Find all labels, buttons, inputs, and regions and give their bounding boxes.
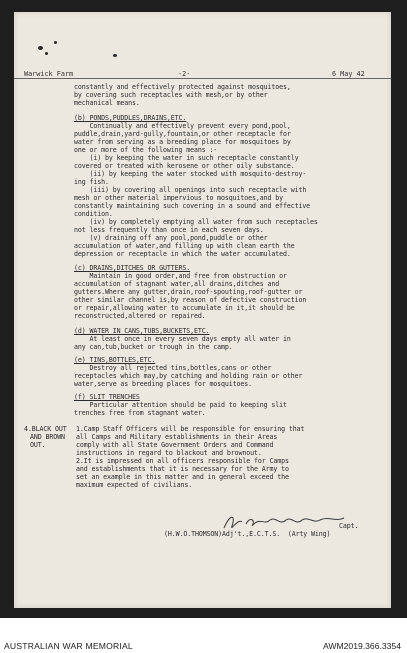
body-line: accumulation of stagnant water,all drains,ditches and (74, 280, 280, 288)
signature-rank: Capt. (339, 522, 359, 530)
side-heading-3: OUT. (30, 441, 46, 449)
body-line: water from serving as a breeding place for mosquitoes by (74, 138, 291, 146)
body-line: Continually and effectively prevent every pond,pool, (74, 122, 291, 130)
side-heading-1: 4.BLACK OUT (24, 425, 67, 433)
body-line: not less frequently than once in each seven days. (74, 226, 264, 234)
body-line: (i) by keeping the water in such receptacle constantly (74, 154, 299, 162)
archive-reference: AWM2019.366.3354 (322, 641, 401, 651)
body-line: mesh or other material impervious to mosquitoes,and by (74, 194, 283, 202)
side-heading-2: AND BROWN (30, 433, 65, 441)
body-line: constantly and effectively protected against mosquitoes, (74, 83, 291, 91)
body-line: puddle,drain,yard-gully,fountain,or other receptacle for (74, 130, 291, 138)
body-line: any can,tub,bucket or trough in the camp. (74, 343, 233, 351)
section-heading: (d) WATER IN CANS,TUBS,BUCKETS,ETC. (74, 327, 210, 335)
body-line: (ii) by keeping the water stocked with mosquito-destroy- (74, 170, 307, 178)
body-line: 1.Camp Staff Officers will be responsible for ensuring that (76, 425, 305, 433)
body-line: At least once in every seven days empty all water in (74, 335, 291, 343)
body-line: set an example in this matter and in general exceed the (76, 473, 289, 481)
body-line: receptacles which may,by catching and holding rain or other (74, 372, 303, 380)
section-heading: (b) PONDS,PUDDLES,DRAINS,ETC. (74, 114, 187, 122)
body-line: 2.It is impressed on all officers responsible for Camps (76, 457, 289, 465)
section-heading: (e) TINS,BOTTLES,ETC. (74, 356, 156, 364)
body-line: condition. (74, 210, 113, 218)
body-line: and establishments that it is necessary for the Army to (76, 465, 289, 473)
body-line: other similar channel is,by reason of defective construction (74, 296, 307, 304)
body-line: (v) draining off any pool,pond,puddle or other (74, 234, 268, 242)
body-line: Destroy all rejected tins,bottles,cans or other (74, 364, 272, 372)
body-line: comply with all State Government Orders and Command (76, 441, 274, 449)
page-number: -2- (178, 70, 191, 78)
ink-spot (54, 41, 57, 44)
ink-spot (113, 54, 117, 57)
body-line: (iii) by covering all openings into such receptacle with (74, 186, 307, 194)
body-line: all Camps and Military establishments in their Areas (76, 433, 278, 441)
body-line: by covering such receptacles with mesh,or by other (74, 91, 268, 99)
ink-spot (38, 46, 43, 50)
body-line: accumulation of water,and filling up with clean earth the (74, 242, 295, 250)
body-line: (iv) by completely emptying all water from such receptacles (74, 218, 318, 226)
archive-name: AUSTRALIAN WAR MEMORIAL (4, 641, 133, 651)
body-line: or repair,allowing water to accumulate in it,it should be (74, 304, 295, 312)
section-heading: (f) SLIT TRENCHES (74, 393, 140, 401)
body-line: instructions in regard to blackout and brownout. (76, 449, 262, 457)
body-line: water,serve as breeding places for mosquitoes. (74, 380, 253, 388)
archive-footer (0, 618, 407, 653)
body-line: Maintain in good order,and free from obstruction or (74, 272, 287, 280)
body-line: trenches free from stagnant water. (74, 409, 206, 417)
signature-name: (H.W.O.THOMSON)Adj't.,E.C.T.S. (Arty Wing) (164, 530, 331, 538)
document-page (14, 12, 391, 608)
body-line: reconstructed,altered or repaired. (74, 312, 206, 320)
body-line: gutters.Where any gutter,drain,roof-spouting,roof-gutter or (74, 288, 303, 296)
body-line: mechanical means. (74, 99, 140, 107)
body-line: maximum expected of civilians. (76, 481, 193, 489)
body-line: Particular attention should be paid to keeping slit (74, 401, 287, 409)
body-line: ing fish. (74, 178, 109, 186)
section-heading: (c) DRAINS,DITCHES OR GUTTERS. (74, 264, 191, 272)
body-line: depression or receptacle in which the water accumulated. (74, 250, 291, 258)
body-line: constantly maintaining such covering in a sound and effective (74, 202, 311, 210)
header-location: Warwick Farm (24, 70, 74, 78)
body-line: covered or treated with kerosene or other oily substance. (74, 162, 295, 170)
header-rule (14, 78, 391, 79)
ink-spot (45, 52, 48, 55)
header-date: 6 May 42 (332, 70, 365, 78)
body-line: one or more of the following means :- (74, 146, 218, 154)
